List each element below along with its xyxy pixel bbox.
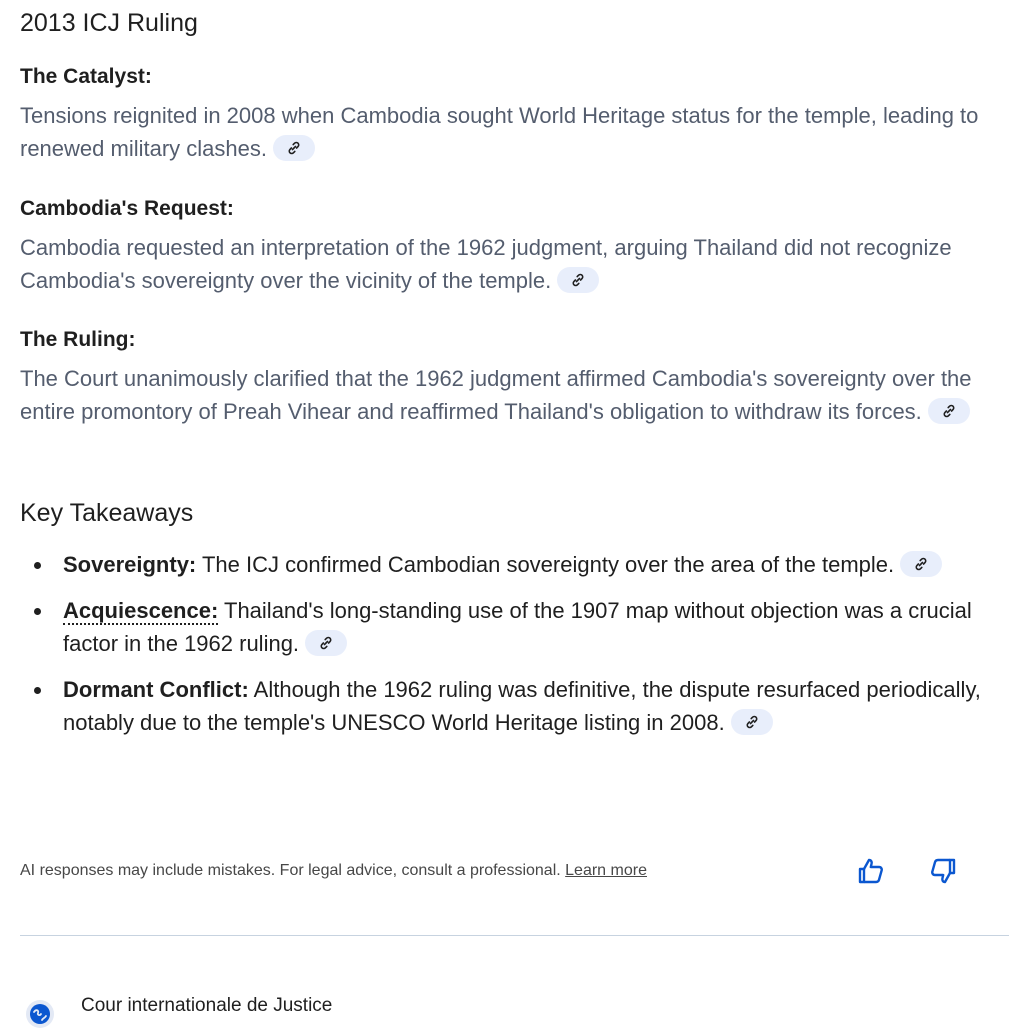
bullet-dot	[34, 687, 41, 694]
list-item	[20, 548, 990, 581]
request-text-body: Cambodia requested an interpretation of the 1962 judgment, arguing Thailand did not recognize Cambodia's sovereignty over the vicinity of the temple.	[20, 235, 952, 293]
takeaway-text: Although the 1962 ruling was definitive, the dispute resurfaced periodically, notably due to the temple's UNESCO World Heritage listing in 2008.	[63, 677, 981, 735]
disclaimer-text: AI responses may include mistakes. For legal advice, consult a professional.	[20, 862, 566, 879]
acquiescence-definition-link[interactable]: Acquiescence:	[63, 598, 219, 623]
catalyst-heading: The Catalyst:	[20, 65, 152, 88]
takeaway-term: Dormant Conflict:	[63, 677, 249, 702]
catalyst-text-body: Tensions reignited in 2008 when Cambodia sought World Heritage status for the temple, leading to renewed military clashes.	[20, 103, 979, 161]
disclaimer	[20, 859, 647, 883]
link-icon	[286, 140, 302, 156]
link-icon	[744, 714, 760, 730]
ruling-text	[20, 362, 990, 428]
ruling-text-body: The Court unanimously clarified that the 1962 judgment affirmed Cambodia's sovereignty over the entire promontory of Preah Vihear and reaffirmed Thailand's obligation to withdraw its forces.	[20, 366, 972, 424]
catalyst-source-link[interactable]	[273, 135, 315, 161]
thumbs-down-icon	[926, 854, 960, 888]
takeaway-text: Thailand's long-standing use of the 1907 map without objection was a crucial factor in the 1962 ruling.	[63, 598, 972, 656]
bullet-dot	[34, 562, 41, 569]
bullet-dot	[34, 608, 41, 615]
catalyst-text	[20, 99, 990, 165]
link-icon	[570, 272, 586, 288]
thumbs-up-button[interactable]	[854, 854, 888, 888]
takeaway-text: The ICJ confirmed Cambodian sovereignty over the area of the temple.	[196, 552, 895, 577]
section-title-takeaways: Key Takeaways	[20, 499, 194, 527]
thumbs-up-icon	[854, 854, 888, 888]
takeaways-list	[20, 548, 990, 752]
takeaway-term: Sovereignty:	[63, 552, 197, 577]
thumbs-down-button[interactable]	[926, 854, 960, 888]
request-text	[20, 231, 990, 297]
ruling-heading: The Ruling:	[20, 328, 136, 351]
divider	[20, 935, 1009, 936]
list-item	[20, 673, 990, 739]
link-icon	[318, 635, 334, 651]
link-icon	[913, 556, 929, 572]
link-icon	[941, 403, 957, 419]
section-title-ruling: 2013 ICJ Ruling	[20, 9, 198, 37]
sovereignty-source-link[interactable]	[900, 551, 942, 577]
dormant-conflict-source-link[interactable]	[731, 709, 773, 735]
acquiescence-source-link[interactable]	[305, 630, 347, 656]
list-item	[20, 594, 990, 660]
ai-overview-panel	[20, 0, 1009, 1024]
request-heading: Cambodia's Request:	[20, 197, 234, 220]
learn-more-link[interactable]: Learn more	[565, 862, 647, 879]
source-title[interactable]: Cour internationale de Justice	[81, 995, 333, 1016]
ruling-source-link[interactable]	[928, 398, 970, 424]
request-source-link[interactable]	[557, 267, 599, 293]
